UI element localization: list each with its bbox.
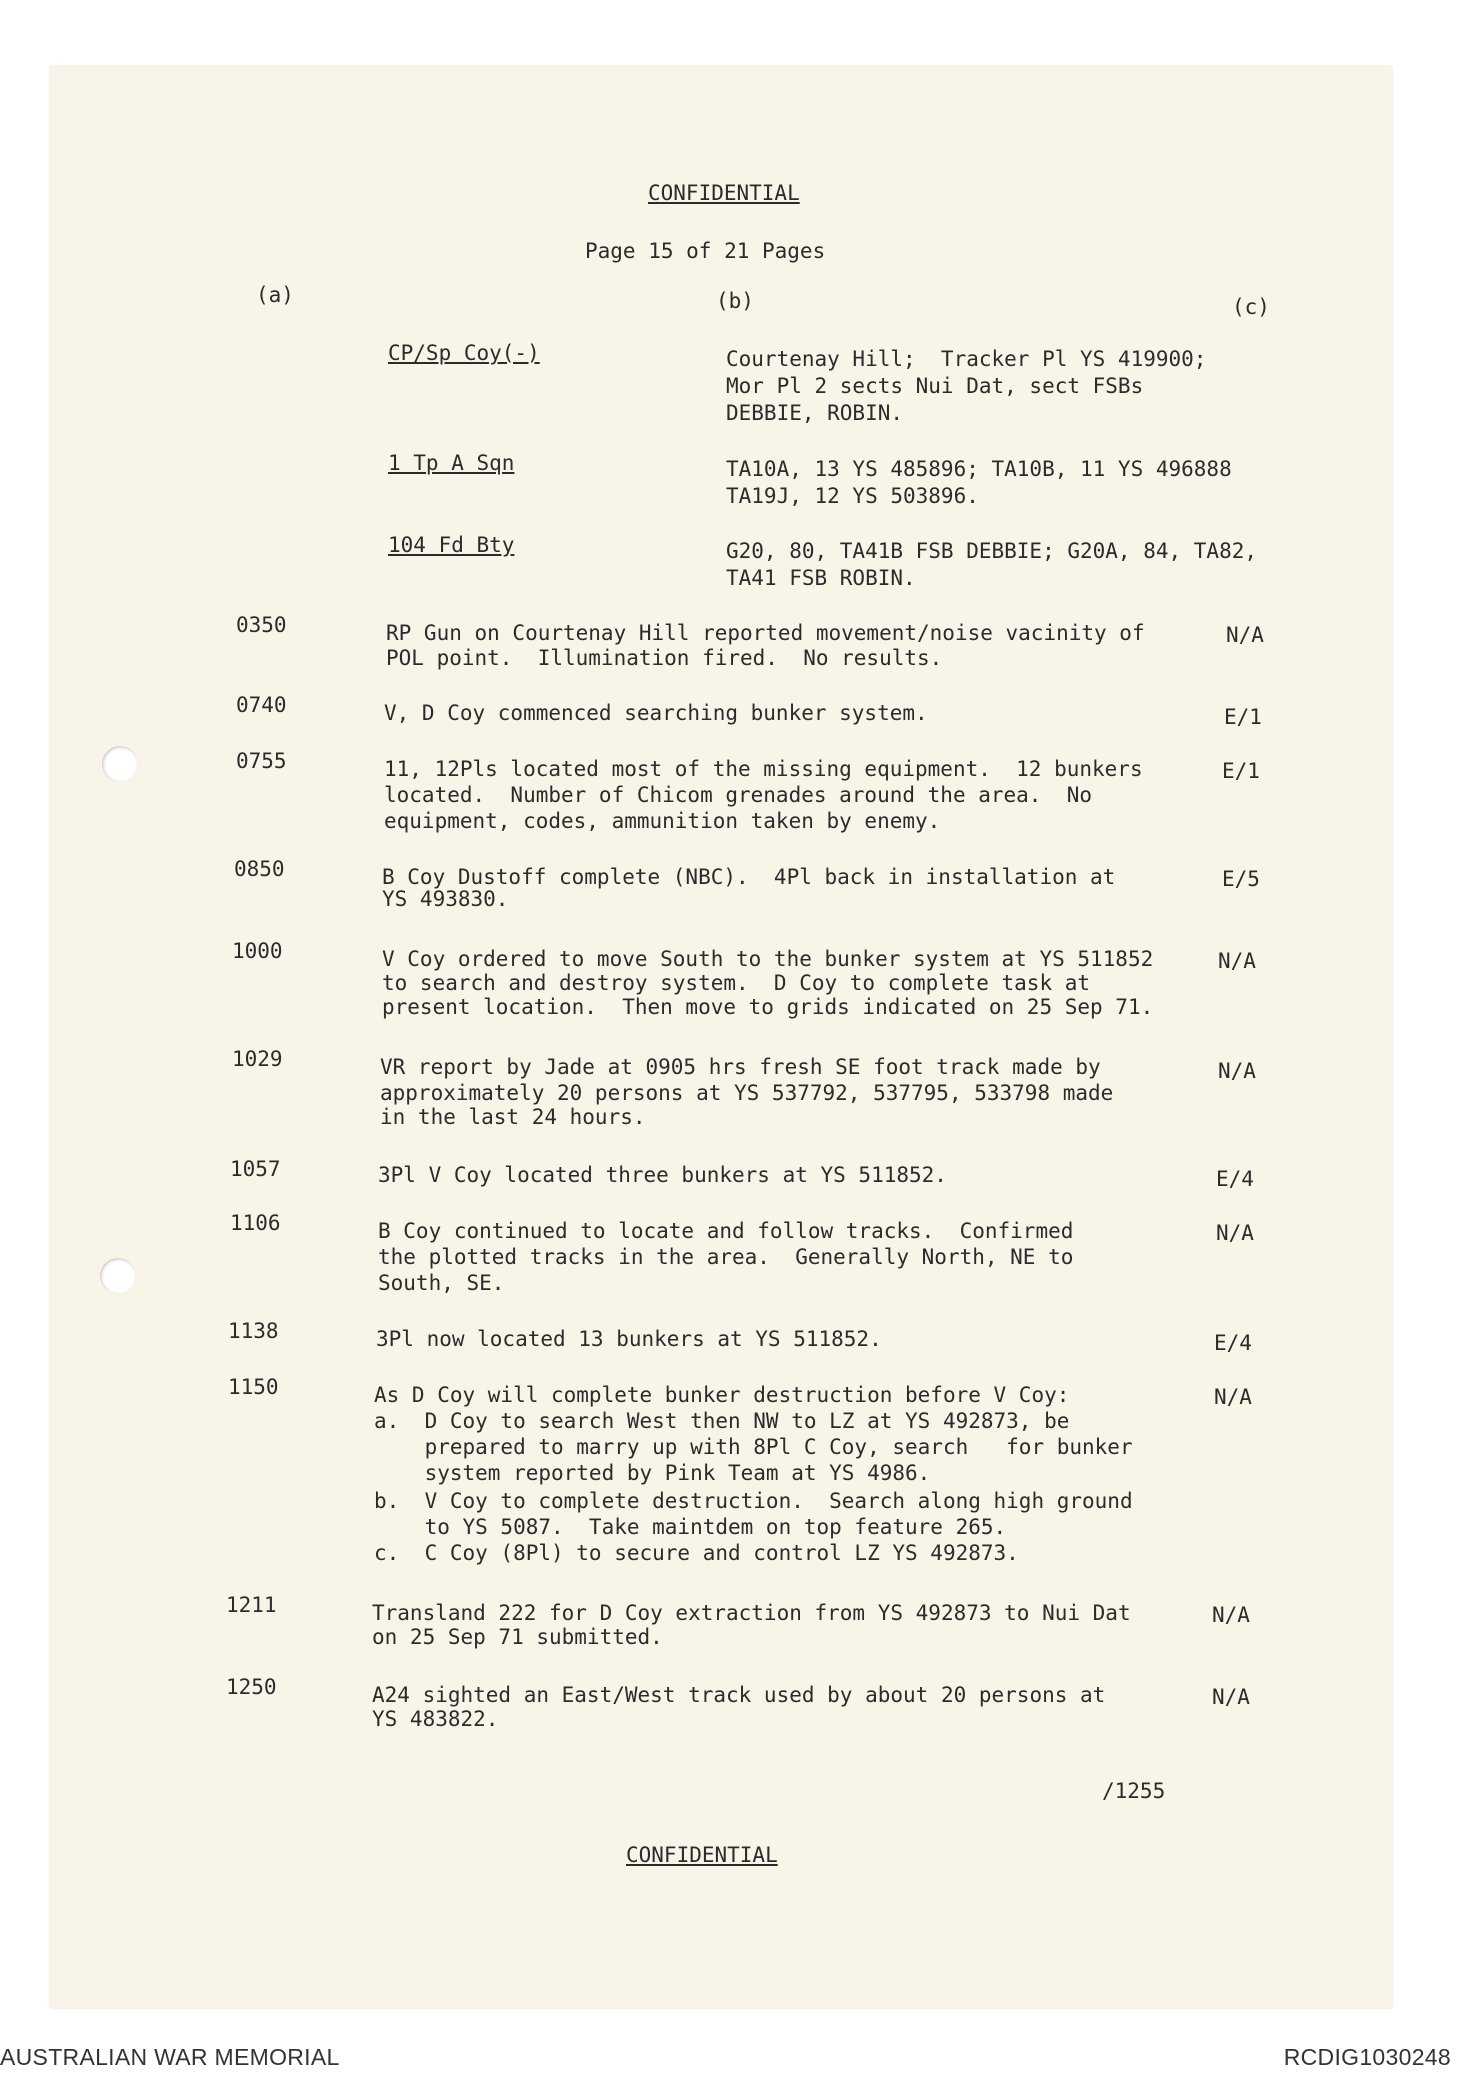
entry-reference: E/1 xyxy=(1222,759,1260,783)
entry-reference: N/A xyxy=(1216,1221,1254,1245)
entry-line: approximately 20 persons at YS 537792, 537795, 533798 made xyxy=(380,1081,1114,1105)
column-c-header: (c) xyxy=(1232,295,1270,319)
unit-name: 104 Fd Bty xyxy=(388,533,515,557)
entry-time: 1250 xyxy=(226,1675,277,1699)
unit-detail-line: DEBBIE, ROBIN. xyxy=(726,401,904,425)
entry-line: South, SE. xyxy=(378,1271,505,1295)
entry-line: 11, 12Pls located most of the missing equipment. 12 bunkers xyxy=(384,757,1143,781)
unit-detail-line: TA19J, 12 YS 503896. xyxy=(726,484,979,508)
entry-line: on 25 Sep 71 submitted. xyxy=(372,1625,663,1649)
unit-name: CP/Sp Coy(-) xyxy=(388,341,540,365)
entry-time: 0850 xyxy=(234,857,285,881)
entry-line: As D Coy will complete bunker destruction before V Coy: xyxy=(374,1383,1070,1407)
archive-footer-left: AUSTRALIAN WAR MEMORIAL xyxy=(0,2044,340,2070)
entry-line: Transland 222 for D Coy extraction from YS 492873 to Nui Dat xyxy=(372,1601,1131,1625)
entry-reference: N/A xyxy=(1218,1059,1256,1083)
entry-reference: N/A xyxy=(1226,623,1264,647)
entry-line: YS 483822. xyxy=(372,1707,499,1731)
entry-time: 1000 xyxy=(232,939,283,963)
entry-reference: E/5 xyxy=(1222,867,1260,891)
page-info: Page 15 of 21 Pages xyxy=(585,239,826,263)
unit-detail-line: TA41 FSB ROBIN. xyxy=(726,566,916,590)
entry-line: present location. Then move to grids indicated on 25 Sep 71. xyxy=(382,995,1154,1019)
entry-time: 0740 xyxy=(236,693,287,717)
entry-reference: E/1 xyxy=(1224,705,1262,729)
entry-reference: E/4 xyxy=(1214,1331,1252,1355)
entry-time: 1029 xyxy=(232,1047,283,1071)
classification-top: CONFIDENTIAL xyxy=(648,181,800,205)
entry-reference: N/A xyxy=(1218,949,1256,973)
unit-name: 1 Tp A Sqn xyxy=(388,451,515,475)
entry-reference: E/4 xyxy=(1216,1167,1254,1191)
entry-reference: N/A xyxy=(1212,1603,1250,1627)
entry-line: POL point. Illumination fired. No results. xyxy=(386,646,943,670)
entry-line: A24 sighted an East/West track used by about 20 persons at xyxy=(372,1683,1106,1707)
classification-bottom: CONFIDENTIAL xyxy=(626,1843,778,1867)
entry-reference: N/A xyxy=(1212,1685,1250,1709)
entry-time: 1150 xyxy=(228,1375,279,1399)
entry-line: 3Pl now located 13 bunkers at YS 511852. xyxy=(376,1327,882,1351)
entry-line: a. D Coy to search West then NW to LZ at YS 492873, be xyxy=(374,1409,1070,1433)
entry-line: located. Number of Chicom grenades around the area. No xyxy=(384,783,1093,807)
unit-detail-line: Mor Pl 2 sects Nui Dat, sect FSBs xyxy=(726,374,1144,398)
entry-line: B Coy Dustoff complete (NBC). 4Pl back in installation at xyxy=(382,865,1116,889)
punch-hole-upper xyxy=(102,746,138,782)
continuation-marker: /1255 xyxy=(1102,1779,1166,1803)
entry-line: b. V Coy to complete destruction. Search along high ground xyxy=(374,1489,1133,1513)
entry-line: VR report by Jade at 0905 hrs fresh SE foot track made by xyxy=(380,1055,1101,1079)
unit-detail-line: Courtenay Hill; Tracker Pl YS 419900; xyxy=(726,347,1207,371)
entry-line: V, D Coy commenced searching bunker system. xyxy=(384,701,928,725)
entry-line: prepared to marry up with 8Pl C Coy, search for bunker xyxy=(374,1435,1133,1459)
entry-time: 1211 xyxy=(226,1593,277,1617)
entry-line: system reported by Pink Team at YS 4986. xyxy=(374,1461,931,1485)
entry-time: 1106 xyxy=(230,1211,281,1235)
entry-time: 1057 xyxy=(230,1157,281,1181)
entry-line: RP Gun on Courtenay Hill reported movement/noise vacinity of xyxy=(386,621,1145,645)
column-b-header: (b) xyxy=(716,289,754,313)
archive-footer-right: RCDIG1030248 xyxy=(1283,2044,1451,2070)
entry-time: 0755 xyxy=(236,749,287,773)
entry-line: B Coy continued to locate and follow tracks. Confirmed xyxy=(378,1219,1074,1243)
entry-time: 1138 xyxy=(228,1319,279,1343)
entry-line: the plotted tracks in the area. Generally North, NE to xyxy=(378,1245,1074,1269)
entry-line: to YS 5087. Take maintdem on top feature 265. xyxy=(374,1515,1007,1539)
entry-line: in the last 24 hours. xyxy=(380,1105,646,1129)
column-a-header: (a) xyxy=(256,283,294,307)
unit-detail-line: G20, 80, TA41B FSB DEBBIE; G20A, 84, TA82, xyxy=(726,539,1258,563)
entry-time: 0350 xyxy=(236,613,287,637)
punch-hole-lower xyxy=(100,1258,136,1294)
entry-line: equipment, codes, ammunition taken by enemy. xyxy=(384,809,941,833)
entry-line: 3Pl V Coy located three bunkers at YS 511852. xyxy=(378,1163,947,1187)
entry-reference: N/A xyxy=(1214,1385,1252,1409)
entry-line: to search and destroy system. D Coy to complete task at xyxy=(382,971,1091,995)
unit-detail-line: TA10A, 13 YS 485896; TA10B, 11 YS 496888 xyxy=(726,457,1232,481)
entry-line: YS 493830. xyxy=(382,887,509,911)
entry-line: c. C Coy (8Pl) to secure and control LZ YS 492873. xyxy=(374,1541,1019,1565)
entry-line: V Coy ordered to move South to the bunker system at YS 511852 xyxy=(382,947,1154,971)
